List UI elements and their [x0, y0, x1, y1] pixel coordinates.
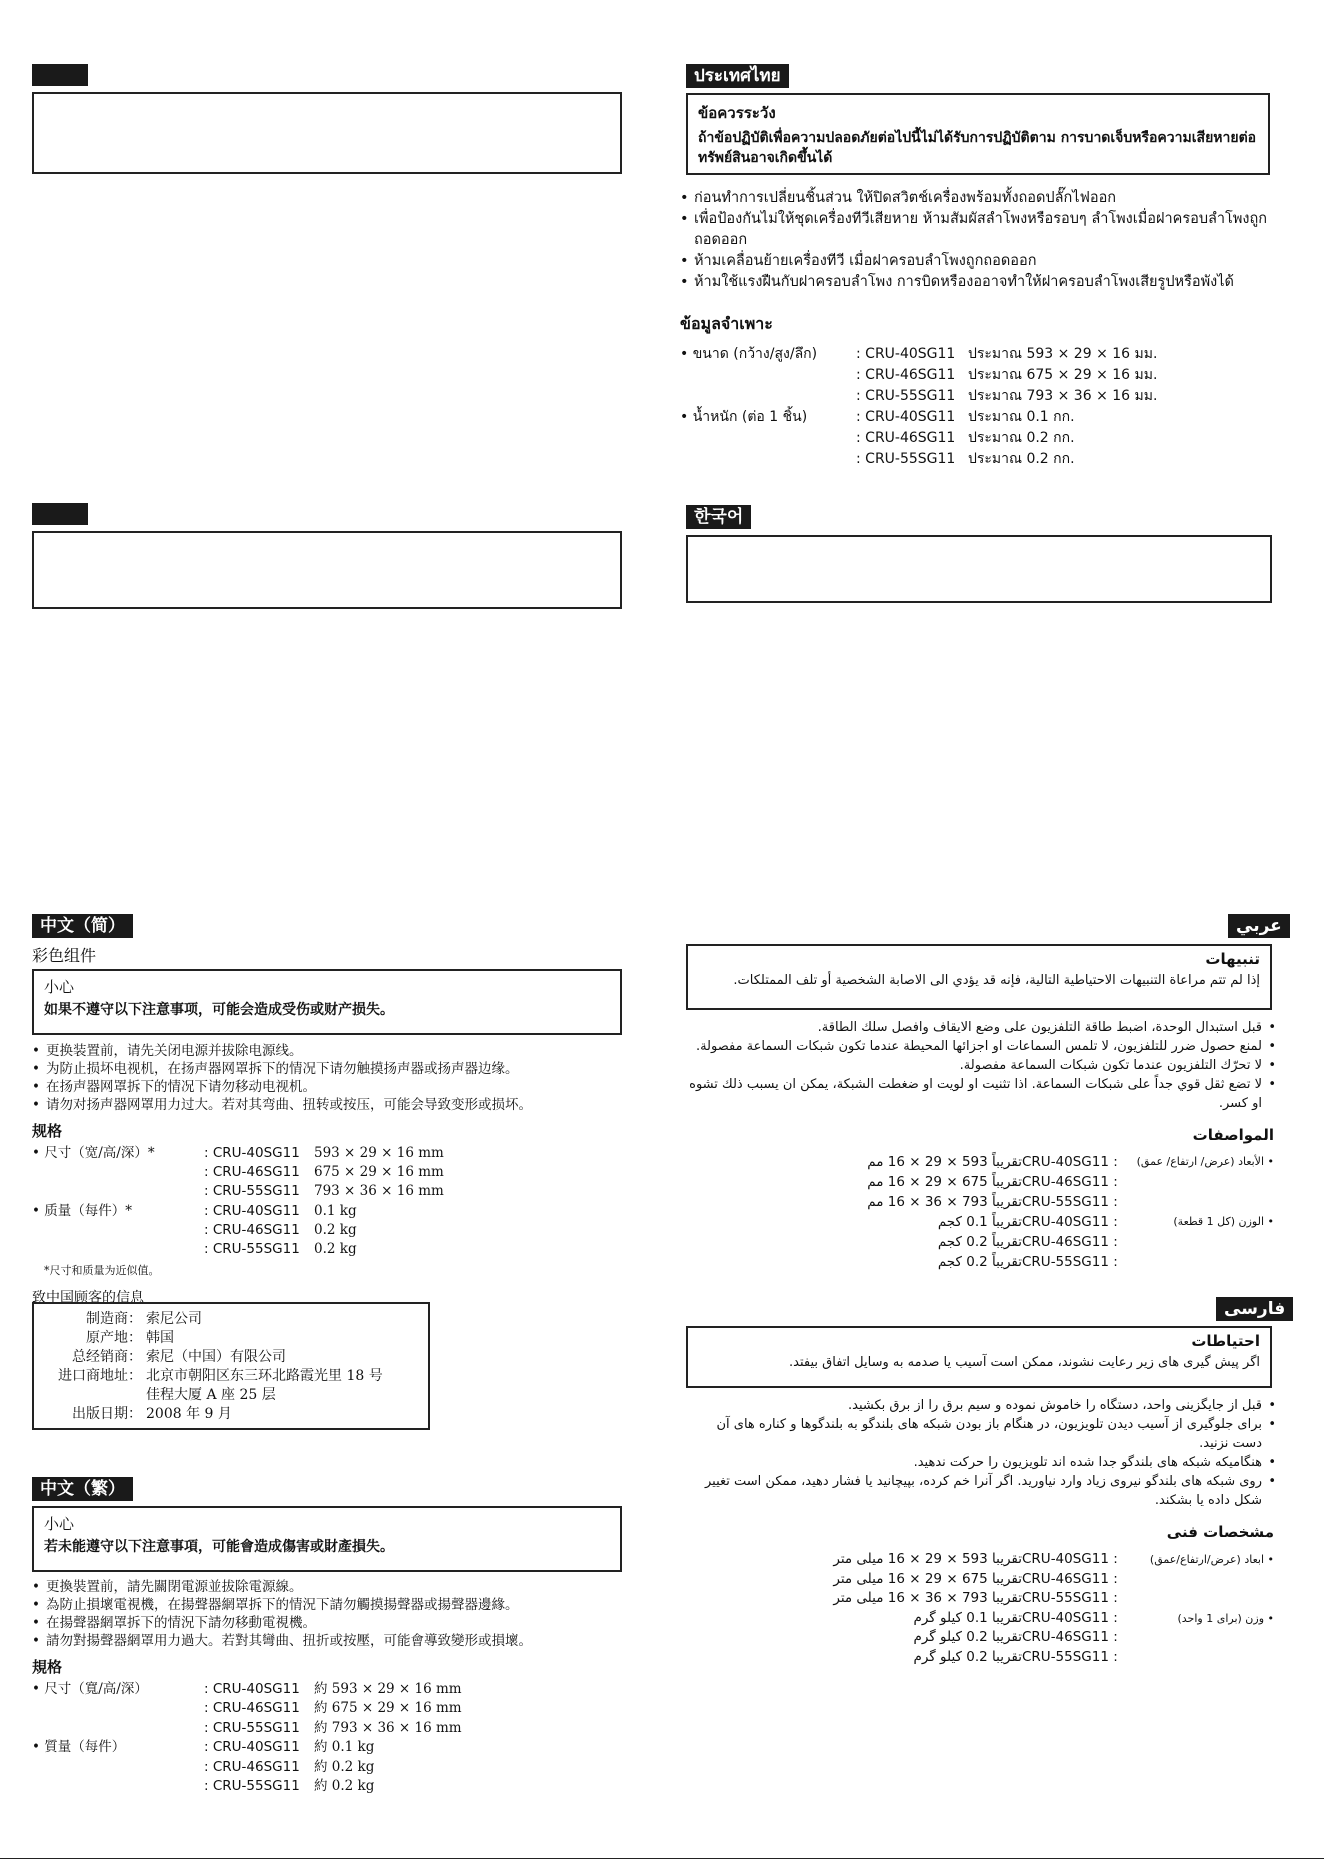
caution-title: ข้อควรระวัง [698, 104, 776, 122]
table-row: • وزن (برای 1 واحد) CRU-40SG11 : تقریبا 0.1 کیلو گرم [913, 1609, 1274, 1626]
spec-heading-thai: ข้อมูลจำเพาะ [680, 314, 773, 333]
table-row: 出版日期： 2008 年 9 月 [72, 1406, 232, 1422]
list-item: • ก่อนทำการเปลี่ยนชิ้นส่วน ให้ปิดสวิตช์เครื่องพร้อมทั้งถอดปลั๊กไฟออก [680, 188, 1280, 209]
caution-text: ถ้าข้อปฏิบัติเพื่อความปลอดภัยต่อไปนี้ไม่ได้รับการปฏิบัติตาม การบาดเจ็บหรือความเสียหายต่อทรัพย์สินอาจเกิดขึ้นได้ [698, 130, 1257, 166]
caution-text: 如果不遵守以下注意事项，可能会造成受伤或财产损失。 [44, 1002, 394, 1018]
table-row: 总经销商： 索尼（中国）有限公司 [72, 1349, 286, 1365]
spec-heading-arabic: المواصفات [1192, 1126, 1274, 1144]
table-row: 进口商地址： 北京市朝阳区东三环北路霞光里 18 号 [58, 1368, 383, 1384]
table-row: : CRU-46SG11 約 675 × 29 × 16 mm [204, 1700, 462, 1717]
spec-table-farsi [833, 1550, 1274, 1667]
caution-text: 若未能遵守以下注意事項，可能會造成傷害或財產損失。 [44, 1539, 394, 1555]
table-row: CRU-55SG11 : تقریبا 0.2 کیلو گرم [913, 1648, 1118, 1665]
list-item: • ห้ามใช้แรงฝืนกับฝาครอบลำโพง การบิดหรืองออาจทำให้ฝาครอบลำโพงเสียรูปหรือพังได้ [680, 272, 1280, 293]
caution-title: احتیاطات [1191, 1332, 1260, 1350]
caution-box-farsi [686, 1326, 1272, 1388]
caution-box-korean [686, 535, 1272, 603]
table-row: • น้ำหนัก (ต่อ 1 ชิ้น) : CRU-40SG11 ประมาณ 0.1 กก. [680, 409, 1075, 425]
list-item: • เพื่อป้องกันไม่ให้ชุดเครื่องทีวีเสียหาย ห้ามสัมผัสลำโพงหรือรอบๆ ลำโพงเมื่อฝาครอบลำโพงถูกถอดออก [680, 209, 1280, 251]
list-item: • قبل از جایگزینی واحد، دستگاه را خاموش نموده و سیم برق را از برق بکشید. [686, 1396, 1276, 1415]
list-item: • هنگامیکه شبکه های بلندگو جدا شده اند تلویزیون را حرکت ندهید. [686, 1453, 1276, 1472]
table-row: • 质量（每件）* : CRU-40SG11 0.1 kg [32, 1202, 357, 1219]
table-row: • 尺寸（寬/高/深） : CRU-40SG11 約 593 × 29 × 16 mm [32, 1681, 462, 1697]
bullet-list-zh-simplified [32, 1042, 632, 1114]
list-item: • 在扬声器网罩拆下的情况下请勿移动电视机。 [32, 1078, 632, 1096]
table-row: CRU-55SG11 : تقريباً 793 × 36 × 16 مم [867, 1194, 1118, 1210]
list-item: • لا تحرّك التلفزيون عندما تكون شبكات السماعة مفصولة. [686, 1056, 1276, 1075]
spec-table-zh-traditional [32, 1680, 462, 1796]
caution-box-zh-traditional [32, 1506, 622, 1572]
table-row: : CRU-46SG11 675 × 29 × 16 mm [204, 1164, 444, 1181]
language-label-zh-simplified: 中文（简） [32, 914, 133, 938]
caution-title: تنبيهات [1205, 950, 1260, 968]
caution-title: 小心 [44, 978, 75, 996]
list-item: • روی شبکه های بلندگو نیروی زیاد وارد نیاورید. اگر آنرا خم کرده، بپیچانید یا فشار دهید، ممکن است تغییر شکل داده یا بشکند. [686, 1472, 1276, 1510]
language-label-farsi: فارسی [1216, 1297, 1293, 1321]
table-row: 制造商： 索尼公司 [86, 1311, 202, 1327]
list-item: • لا تضع ثقل قوي جداً على شبكات السماعة. اذا تثنيت او لويت او ضغطت الشبكة، يمكن ان يسبب ذلك تشوه او كسر. [686, 1075, 1276, 1113]
table-row: : CRU-46SG11 ประมาณ 0.2 กก. [856, 430, 1075, 446]
table-row: CRU-55SG11 : تقريباً 0.2 كجم [937, 1254, 1118, 1270]
list-item: • 更換裝置前，請先關閉電源並拔除電源線。 [32, 1578, 632, 1596]
blank-caution-box-1 [32, 92, 622, 174]
language-label-korean: 한국어 [686, 505, 751, 529]
caution-text: اگر پیش گیری های زیر رعایت نشوند، ممکن است آسیب یا صدمه به وسایل اتفاق بیفتد. [789, 1355, 1260, 1370]
table-row: : CRU-55SG11 ประมาณ 0.2 กก. [856, 451, 1075, 467]
table-row: CRU-46SG11 : تقریبا 0.2 کیلو گرم [913, 1629, 1118, 1645]
table-row: CRU-55SG11 : تقریبا 793 × 36 × 16 میلی متر [833, 1590, 1118, 1606]
language-label-thai: ประเทศไทย [686, 64, 789, 88]
table-row: • ขนาด (กว้าง/สูง/ลึก) : CRU-40SG11 ประมาณ 593 × 29 × 16 มม. [680, 346, 1158, 362]
table-row: • ابعاد (عرض/ارتفاع/عمق) CRU-40SG11 : تقریبا 593 × 29 × 16 میلی متر [833, 1551, 1274, 1567]
table-row: CRU-46SG11 : تقریبا 675 × 29 × 16 میلی متر [833, 1570, 1118, 1587]
caution-box-zh-simplified [32, 969, 622, 1035]
bullet-list-arabic [686, 1018, 1276, 1113]
table-row: : CRU-46SG11 約 0.2 kg [204, 1758, 375, 1775]
list-item: • 请勿对扬声器网罩用力过大。若对其弯曲、扭转或按压，可能会导致变形或损坏。 [32, 1096, 632, 1114]
list-item: • 为防止损坏电视机，在扬声器网罩拆下的情况下请勿触摸扬声器或扬声器边缘。 [32, 1060, 632, 1078]
table-row: CRU-46SG11 : تقريباً 675 × 29 × 16 مم [867, 1174, 1118, 1190]
footnote: *尺寸和质量为近似值。 [44, 1264, 160, 1277]
page-subtitle: 彩色组件 [32, 946, 97, 965]
page-bottom-rule [0, 1858, 1324, 1859]
table-row: : CRU-46SG11 0.2 kg [204, 1221, 357, 1238]
spec-heading-farsi: مشخصات فنی [1166, 1523, 1274, 1541]
table-row: : CRU-46SG11 ประมาณ 675 × 29 × 16 มม. [856, 367, 1158, 383]
table-row: : CRU-55SG11 793 × 36 × 16 mm [204, 1183, 444, 1200]
bullet-list-thai [680, 188, 1280, 293]
table-row: : CRU-55SG11 約 0.2 kg [204, 1778, 375, 1795]
list-item: • برای جلوگیری از آسیب دیدن تلویزیون، در هنگام باز بودن شبکه های بلندگو به بلندگوها و کناره های آن دست نزنید. [686, 1415, 1276, 1453]
bullet-list-farsi [686, 1396, 1276, 1510]
spec-heading-zh-traditional: 規格 [32, 1658, 63, 1676]
language-label-arabic: عربي [1228, 914, 1290, 938]
list-item: • لمنع حصول ضرر للتلفزيون، لا تلمس السماعات او اجزائها المحيطة عندما تكون شبكات السماعة مفصولة. [686, 1037, 1276, 1056]
table-row: • 尺寸（宽/高/深）* : CRU-40SG11 593 × 29 × 16 mm [32, 1145, 444, 1161]
list-item: • قبل استبدال الوحدة، اضبط طاقة التلفزيون على وضع الايقاف وافصل سلك الطاقة. [686, 1018, 1276, 1037]
table-row: • الوزن (كل 1 قطعة) CRU-40SG11 : تقريباً 0.1 كجم [937, 1214, 1274, 1230]
blank-caution-box-2 [32, 531, 622, 609]
bullet-list-zh-traditional [32, 1578, 632, 1650]
table-row: : CRU-55SG11 ประมาณ 793 × 36 × 16 มม. [856, 388, 1158, 404]
spec-table-arabic [867, 1152, 1274, 1272]
spec-table-thai [680, 344, 1157, 470]
caution-box-arabic [686, 944, 1272, 1010]
customer-info-box [32, 1302, 430, 1430]
caution-title: 小心 [44, 1515, 75, 1533]
table-row: 原产地： 韩国 [86, 1330, 174, 1346]
table-row: 佳程大厦 A 座 25 层 [146, 1387, 276, 1403]
language-label-zh-traditional: 中文（繁） [32, 1477, 133, 1501]
table-row: • 質量（每件） : CRU-40SG11 約 0.1 kg [32, 1739, 375, 1756]
bullets-wrapper-arabic [686, 1018, 1276, 1118]
blank-language-label-1 [32, 64, 88, 86]
table-row: : CRU-55SG11 約 793 × 36 × 16 mm [204, 1719, 462, 1736]
caution-box-thai [686, 93, 1270, 175]
table-row: CRU-46SG11 : تقريباً 0.2 كجم [937, 1234, 1118, 1250]
info-heading: 致中国顾客的信息 [32, 1290, 144, 1306]
blank-language-label-2 [32, 503, 88, 525]
caution-text: إذا لم تتم مراعاة التنبيهات الاحتياطية التالية، فإنه قد يؤدي الى الاصابة الشخصية أو تلف الممتلكات. [733, 973, 1260, 988]
list-item: • 更换装置前，请先关闭电源并拔除电源线。 [32, 1042, 632, 1060]
table-row: : CRU-55SG11 0.2 kg [204, 1241, 357, 1258]
list-item: • 為防止損壞電視機，在揚聲器網罩拆下的情況下請勿觸摸揚聲器或揚聲器邊緣。 [32, 1596, 632, 1614]
table-row: • الأبعاد (عرض/ ارتفاع/ عمق) CRU-40SG11 : تقريباً 593 × 29 × 16 مم [867, 1154, 1274, 1170]
bullets-wrapper-farsi [686, 1396, 1276, 1526]
spec-heading-zh-simplified: 规格 [32, 1122, 63, 1140]
spec-table-zh-simplified [32, 1144, 444, 1259]
list-item: • 請勿對揚聲器網罩用力過大。若對其彎曲、扭折或按壓，可能會導致變形或損壞。 [32, 1632, 632, 1650]
list-item: • ห้ามเคลื่อนย้ายเครื่องทีวี เมื่อฝาครอบลำโพงถูกถอดออก [680, 251, 1280, 272]
list-item: • 在揚聲器網罩拆下的情況下請勿移動電視機。 [32, 1614, 632, 1632]
